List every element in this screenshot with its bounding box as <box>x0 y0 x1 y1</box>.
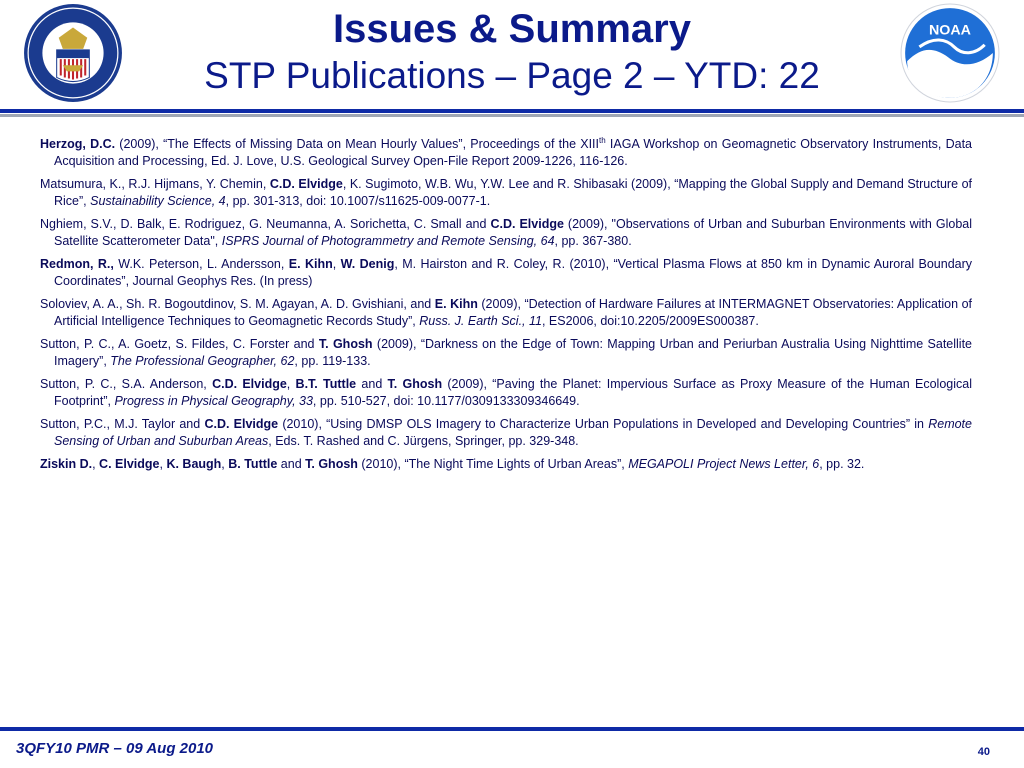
journal-title: MEGAPOLI Project News Letter, 6 <box>628 457 820 472</box>
reference-text: (2009), “The Effects of Missing Data on Mean Hourly Values”, Proceedings of the XIII <box>115 137 600 152</box>
reference-text: , pp. 32. <box>819 457 865 472</box>
noaa-logo <box>899 2 1001 104</box>
author-name: T. Ghosh <box>318 337 373 352</box>
reference-text: , M. Hairston and R. Coley, R. (2010), “Vertical Plasma Flows at 850 km in Dynamic Auroral Boundary Coordinates”, Journal Geophys Res. (In press) <box>54 257 973 289</box>
reference-text: (2009), “Darkness on the Edge of Town: Mapping Urban and Periurban Australia Using Nighttime Satellite Imagery”, <box>54 337 973 369</box>
author-name: E. Kihn <box>288 257 333 272</box>
reference-item <box>40 336 972 370</box>
journal-title: Remote Sensing of Urban and Suburban Areas <box>54 417 972 449</box>
reference-text: (2009), “Detection of Hardware Failures at INTERMAGNET Observatories: Application of Artificial Intelligence Techniques to Geomagnetic Records Study”, <box>54 297 972 329</box>
reference-text: Soloviev, A. A., Sh. R. Bogoutdinov, S. M. Agayan, A. D. Gvishiani, and <box>40 297 435 312</box>
reference-item <box>40 376 972 410</box>
reference-text: and <box>277 457 306 472</box>
reference-item <box>40 256 972 290</box>
reference-text: , <box>221 457 229 472</box>
reference-text: , pp. 510-527, doi: 10.1177/0309133309346649. <box>312 394 580 409</box>
reference-text: , pp. 301-313, doi: 10.1007/s11625-009-0077-1. <box>225 194 491 209</box>
reference-text: , <box>159 457 167 472</box>
page-number: 40 <box>977 746 990 758</box>
reference-text: , <box>332 257 341 272</box>
author-name: K. Baugh <box>166 457 222 472</box>
reference-text: Matsumura, K., R.J. Hijmans, Y. Chemin, <box>40 177 270 192</box>
reference-item <box>40 216 972 250</box>
reference-text: , pp. 367-380. <box>554 234 632 249</box>
reference-text: th <box>599 136 606 145</box>
reference-text: (2010), “The Night Time Lights of Urban Areas”, <box>357 457 629 472</box>
reference-item <box>40 176 972 210</box>
author-name: Redmon, R., <box>40 257 114 272</box>
reference-text: , Eds. T. Rashed and C. Jürgens, Springer, pp. 329-348. <box>268 434 579 449</box>
author-name: Herzog, D.C. <box>40 137 116 152</box>
author-name: B. Tuttle <box>228 457 278 472</box>
author-name: E. Kihn <box>434 297 478 312</box>
reference-text: IAGA Workshop on Geomagnetic Observatory Instruments, Data Acquisition and Processing, Ed. J. Love, U.S. Geological Survey Open-File Report 2009-1226, 116-126. <box>54 137 973 169</box>
author-name: W. Denig <box>340 257 395 272</box>
reference-text: and <box>356 377 388 392</box>
reference-text: , K. Sugimoto, W.B. Wu, Y.W. Lee and R. Shibasaki (2009), “Mapping the Global Supply and Demand Structure of Rice”, <box>54 177 972 209</box>
reference-item <box>40 456 972 473</box>
journal-title: Progress in Physical Geography, 33 <box>114 394 313 409</box>
reference-text: , pp. 119-133. <box>294 354 371 369</box>
reference-text: , <box>92 457 100 472</box>
author-name: C.D. Elvidge <box>490 217 564 232</box>
reference-text: Sutton, P. C., S.A. Anderson, <box>40 377 213 392</box>
reference-text: (2009), "Observations of Urban and Suburban Environments with Global Satellite Scatterometer Data", <box>54 217 972 249</box>
footer-rule <box>0 727 1024 731</box>
journal-title: Russ. J. Earth Sci., 11 <box>419 314 542 329</box>
reference-item <box>40 296 972 330</box>
journal-title: Sustainability Science, 4 <box>90 194 226 209</box>
page-subtitle: STP Publications – Page 2 – YTD: 22 <box>204 55 820 96</box>
header-rule-gray <box>0 114 1024 117</box>
reference-text: , ES2006, doi:10.2205/2009ES000387. <box>541 314 759 329</box>
header-rule-blue <box>0 109 1024 113</box>
reference-text: (2010), “Using DMSP OLS Imagery to Characterize Urban Populations in Developed and Developing Countries” in <box>278 417 929 432</box>
reference-text: , <box>286 377 296 392</box>
journal-title: ISPRS Journal of Photogrammetry and Remote Sensing, 64 <box>221 234 555 249</box>
reference-text: (2009), “Paving the Planet: Impervious Surface as Proxy Measure of the Human Ecological Footprint”, <box>54 377 972 409</box>
author-name: T. Ghosh <box>387 377 443 392</box>
reference-text: W.K. Peterson, L. Andersson, <box>113 257 289 272</box>
reference-text: Nghiem, S.V., D. Balk, E. Rodriguez, G. Neumanna, A. Sorichetta, C. Small and <box>40 217 491 232</box>
author-name: C.D. Elvidge <box>212 377 287 392</box>
author-name: C.D. Elvidge <box>204 417 279 432</box>
author-name: C.D. Elvidge <box>269 177 343 192</box>
noaa-lettering: NOAA <box>928 22 972 39</box>
page-title: Issues & Summary <box>333 7 691 51</box>
reference-item <box>40 132 972 170</box>
footer-date: 3QFY10 PMR – 09 Aug 2010 <box>16 740 214 757</box>
reference-text: Sutton, P.C., M.J. Taylor and <box>40 417 205 432</box>
reference-text: Sutton, P. C., A. Goetz, S. Fildes, C. Forster and <box>40 337 319 352</box>
journal-title: The Professional Geographer, 62 <box>110 354 295 369</box>
reference-list <box>40 132 972 479</box>
author-name: Ziskin D. <box>40 457 93 472</box>
author-name: B.T. Tuttle <box>295 377 357 392</box>
author-name: T. Ghosh <box>305 457 358 472</box>
reference-item <box>40 416 972 450</box>
author-name: C. Elvidge <box>99 457 160 472</box>
